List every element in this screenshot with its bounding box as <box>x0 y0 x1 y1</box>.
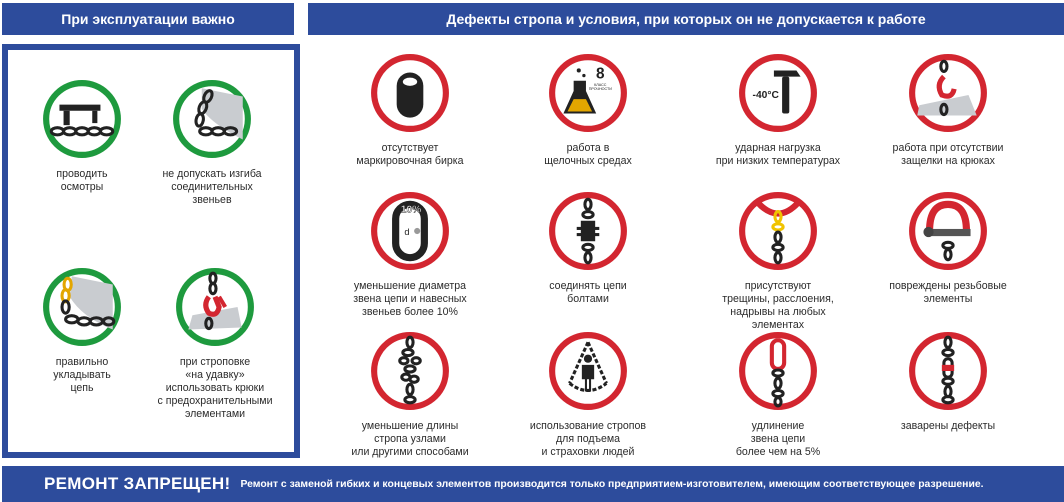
link-wear-icon <box>369 190 451 272</box>
knotted-chain-icon <box>369 330 451 412</box>
badge-label-2: ПРОЧНОСТИ <box>588 86 612 91</box>
defect-item-cold-impact <box>698 52 858 168</box>
badge-label: КЛАСС <box>594 82 607 87</box>
defect-item-cracks <box>698 190 858 332</box>
section-title-important: При эксплуатации важно <box>2 3 294 35</box>
bent-chain-icon <box>171 78 253 160</box>
defect-item-no-latch <box>868 52 1028 168</box>
damaged-shackle-icon <box>907 190 989 272</box>
hook-no-latch-icon <box>907 52 989 134</box>
caption: правильно укладывать цепь <box>53 356 111 394</box>
caption: ударная нагрузка при низких температурах <box>715 142 841 167</box>
stretched-link-icon <box>737 330 819 412</box>
caption: работа при отсутствии защелки на крюках <box>892 142 1004 167</box>
alkali-flask-icon <box>547 52 629 134</box>
caption: присутствуют трещины, расслоения, надрывы на любых элементах <box>722 280 834 331</box>
caption: при строповке «на удавку» использовать крюки с предохранительными элементами <box>157 356 273 420</box>
temperature-label: -40°C <box>752 90 779 102</box>
defect-item-missing-tag <box>330 52 490 168</box>
defect-item-welded <box>868 330 1028 433</box>
important-item-safety-hook <box>135 266 295 421</box>
diameter-label: d <box>404 227 410 238</box>
caption: уменьшение длины стропа узлами или другими способами <box>351 420 469 458</box>
cracked-link-icon <box>737 190 819 272</box>
defect-item-bolted <box>508 190 668 306</box>
caption: работа в щелочных средах <box>544 142 632 167</box>
footer-text: Ремонт с заменой гибких и концевых элементов производится только предприятием-изготовителем, имеющим соответствующее разрешение. <box>240 478 984 490</box>
defect-item-threads <box>868 190 1028 306</box>
important-item-no-bend <box>132 78 292 207</box>
section-title-defects: Дефекты стропа и условия, при которых он не допускается к работе <box>308 3 1064 35</box>
caption: использование стропов для подъема и страховки людей <box>529 420 647 458</box>
safety-hook-icon <box>174 266 256 348</box>
defect-item-diameter <box>330 190 490 319</box>
footer-banner <box>2 466 1064 502</box>
caption: не допускать изгиба соединительных звеньев <box>162 168 262 206</box>
bolted-chain-icon <box>547 190 629 272</box>
badge-number: 8 <box>596 65 605 83</box>
footer-title: РЕМОНТ ЗАПРЕЩЕН! <box>44 474 231 493</box>
defect-item-elongation <box>698 330 858 459</box>
defect-item-knots <box>330 330 490 459</box>
caption: отсутствует маркировочная бирка <box>356 142 464 167</box>
person-lift-icon <box>547 330 629 412</box>
caption: повреждены резьбовые элементы <box>889 280 1007 305</box>
caption: проводить осмотры <box>56 168 108 193</box>
caption: удлинение звена цепи более чем на 5% <box>735 420 821 458</box>
hammer-cold-icon <box>737 52 819 134</box>
defect-item-people <box>508 330 668 459</box>
caption: соединять цепи болтами <box>549 280 627 305</box>
welded-defect-icon <box>907 330 989 412</box>
caption: заварены дефекты <box>900 420 996 432</box>
defect-item-alkali <box>508 52 668 168</box>
percent-label: 10% <box>400 204 422 216</box>
chain-laying-icon <box>41 266 123 348</box>
caption: уменьшение диаметра звена цепи и навесных звеньев более 10% <box>353 280 467 318</box>
missing-tag-icon <box>369 52 451 134</box>
caliper-chain-icon <box>41 78 123 160</box>
